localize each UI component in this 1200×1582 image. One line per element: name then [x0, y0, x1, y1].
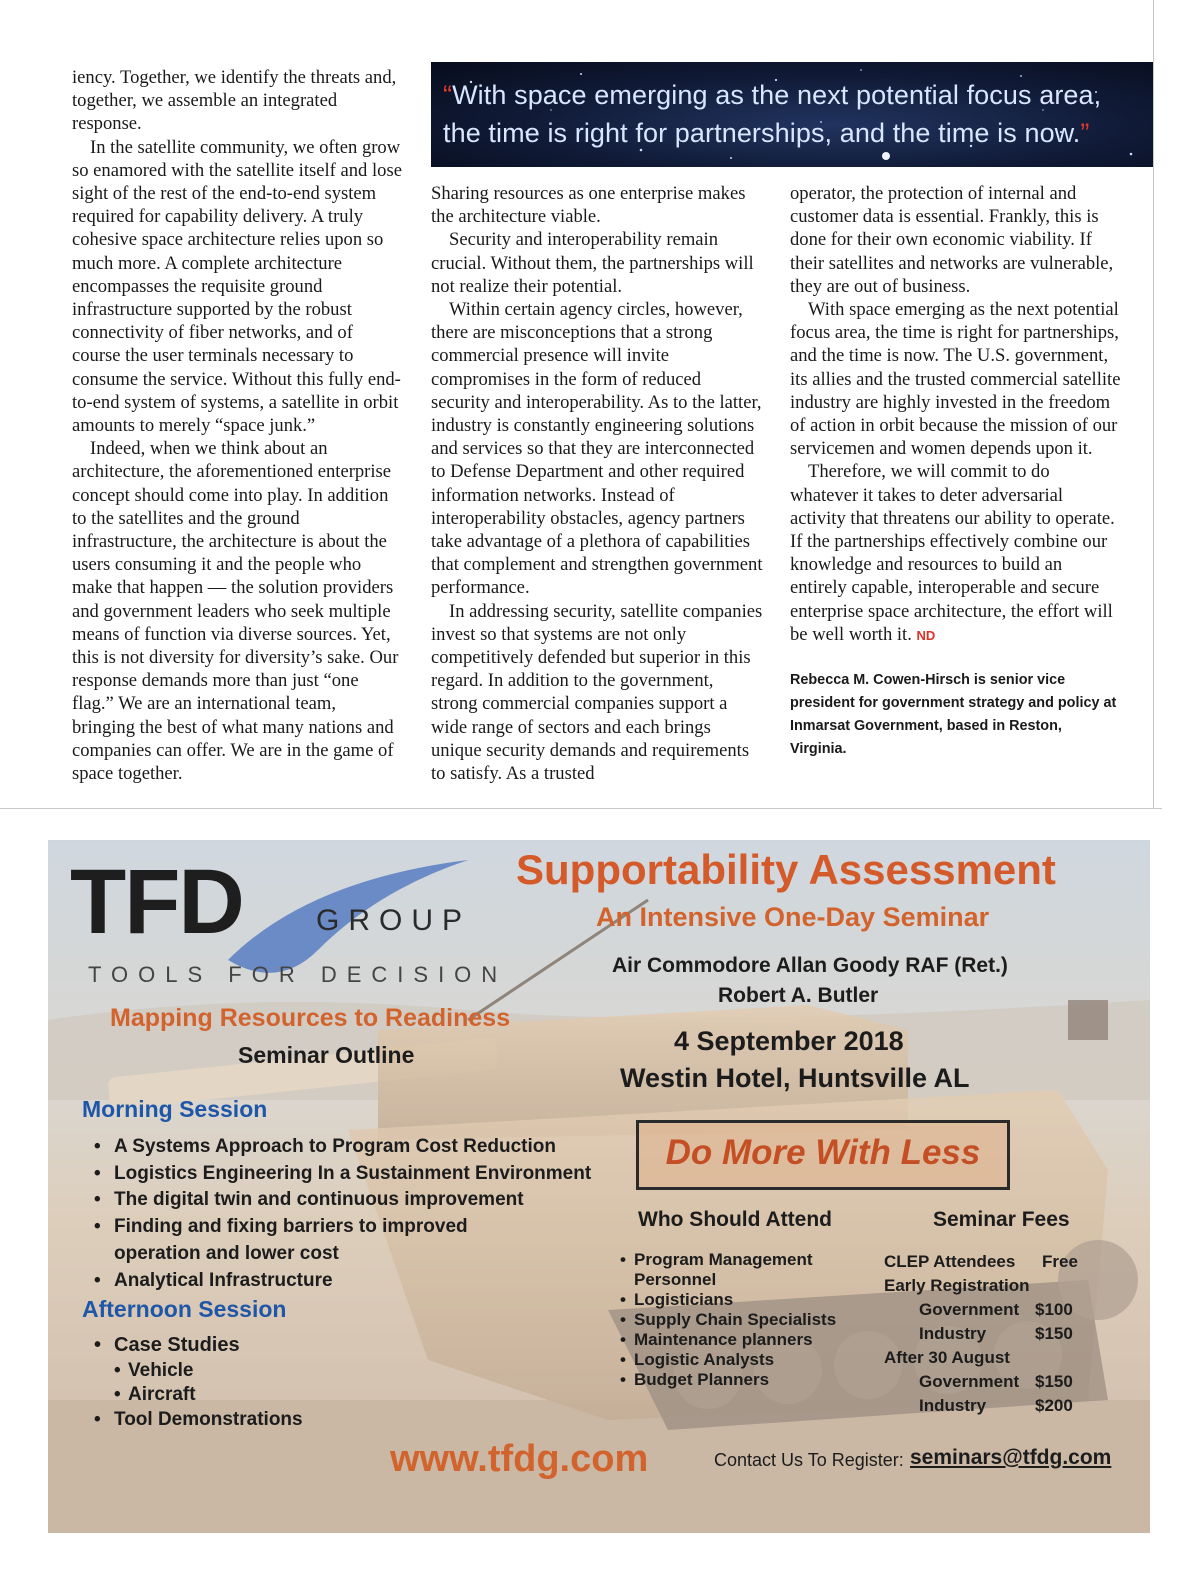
list-item: • Maintenance planners — [614, 1330, 864, 1350]
seminar-title: Supportability Assessment — [516, 846, 1056, 893]
pull-quote-text: With space emerging as the next potential focus area, the time is right for partnerships, and the time is now. — [443, 80, 1102, 148]
fee-after-label: After 30 August — [884, 1348, 1010, 1367]
fee-early-gov-label: Government — [919, 1300, 1020, 1319]
ad-slogan-mapping: Mapping Resources to Readiness — [110, 1004, 511, 1032]
paragraph — [790, 460, 1122, 647]
list-item: • Logistic Analysts — [614, 1350, 864, 1370]
list-item: • Finding and fixing barriers to improved operation and lower cost — [88, 1214, 554, 1267]
email-link[interactable]: seminars@tfdg.com — [910, 1446, 1112, 1469]
attendee-list — [614, 1250, 864, 1390]
do-more-text: Do More With Less — [665, 1133, 981, 1172]
pull-quote-banner — [431, 62, 1153, 167]
fee-after-ind-label: Industry — [919, 1396, 987, 1415]
fee-early-gov-value: $100 — [1035, 1300, 1073, 1319]
paragraph: In addressing security, satellite companies invest so that systems are not only competitively defended but superior in this regard. In addition to the government, strong commercial companies support a wide range of sectors and each brings unique security demands and requirements to satisfy. As a trusted — [431, 600, 763, 785]
speaker-2: Robert A. Butler — [718, 984, 879, 1007]
paragraph: Sharing resources as one enterprise makes the architecture viable. — [431, 183, 746, 228]
seminar-outline-heading: Seminar Outline — [238, 1042, 415, 1068]
list-item: • Aircraft — [108, 1383, 408, 1407]
tfd-logo: TFD — [70, 851, 243, 953]
seminar-venue: Westin Hotel, Huntsville AL — [620, 1063, 970, 1093]
tool-demo-list — [88, 1407, 488, 1434]
list-item: • Supply Chain Specialists — [614, 1310, 864, 1330]
morning-session-heading: Morning Session — [82, 1096, 268, 1122]
article-column-2 — [431, 182, 763, 785]
paragraph: operator, the protection of internal and customer data is essential. Frankly, this is done for their own economic viability. If their satellites and networks are vulnerable, they are out of business. — [790, 183, 1114, 297]
list-item: • Program Management Personnel — [614, 1250, 864, 1290]
paragraph: Security and interoperability remain crucial. Without them, the partnerships will not realize their potential. — [431, 229, 754, 297]
list-item: • Case Studies — [88, 1332, 488, 1359]
website-link[interactable]: www.tfdg.com — [390, 1438, 649, 1480]
author-bio: Rebecca M. Cowen-Hirsch is senior vice president for government strategy and policy at Inmarsat Government, based in Reston, Virginia. — [790, 672, 1117, 758]
afternoon-session-list — [88, 1332, 488, 1359]
speaker-1: Air Commodore Allan Goody RAF (Ret.) — [612, 954, 1008, 977]
tfd-advertisement — [48, 840, 1150, 1533]
paragraph: In the satellite community, we often grow so enamored with the satellite itself and lose sight of the rest of the end-to-end system required for capability delivery. A truly cohesive space architecture relies upon so much more. A complete architecture encompasses the requisite ground infrastructure supported by the robust connectivity of fiber networks, and of course the user terminals necessary to consume the service. Without this fully end-to-end system of systems, a satellite in orbit amounts to merely “space junk.” — [72, 136, 402, 437]
fee-early-ind-label: Industry — [919, 1324, 987, 1343]
section-divider — [0, 808, 1162, 809]
list-item: • Logistics Engineering In a Sustainment Environment — [88, 1161, 608, 1188]
column-rule — [1153, 0, 1154, 808]
contact-label: Contact Us To Register: — [714, 1450, 904, 1470]
do-more-banner — [636, 1120, 1010, 1190]
afternoon-session-heading: Afternoon Session — [82, 1296, 287, 1322]
end-mark: ND — [916, 627, 936, 643]
fee-early-label: Early Registration — [884, 1276, 1030, 1295]
fee-early-ind-value: $150 — [1035, 1324, 1073, 1343]
paragraph: Indeed, when we think about an architecture, the aforementioned enterprise concept should come into play. In addition to the satellites and the ground infrastructure, the architecture is about the users consuming it and the people who make that happen — the solution providers and government leaders who seek multiple means of function via diverse sources. Yet, this is not diversity for diversity’s sake. Our response demands more than just “one flag.” We are an international team, bringing the best of what many nations and companies can offer. We are in the game of space together. — [72, 438, 399, 785]
fee-clep-label: CLEP Attendees — [884, 1252, 1016, 1271]
article-column-1 — [72, 66, 402, 785]
list-item: • A Systems Approach to Program Cost Reduction — [88, 1134, 608, 1161]
fee-after-ind-value: $200 — [1035, 1396, 1073, 1415]
list-item: • Budget Planners — [614, 1370, 864, 1390]
logo-tagline: TOOLS FOR DECISION — [88, 962, 508, 987]
fee-after-gov-label: Government — [919, 1372, 1020, 1391]
who-should-attend-heading: Who Should Attend — [638, 1208, 833, 1231]
list-item: • Analytical Infrastructure — [88, 1268, 608, 1295]
paragraph: Within certain agency circles, however, there are misconceptions that a strong commercial presence will invite compromises in the form of reduced security and interoperability. As to the latter, industry is constantly engineering solutions and services so that they are interconnected to Defense Department and other required information networks. Instead of interoperability obstacles, agency partners take advantage of a plethora of capabilities that complement and strengthen government performance. — [431, 299, 763, 599]
logo-group-text: GROUP — [316, 904, 472, 937]
morning-session-list — [88, 1134, 608, 1294]
paragraph: iency. Together, we identify the threats and, together, we assemble an integrated response. — [72, 67, 397, 135]
fee-clep-value: Free — [1042, 1252, 1078, 1271]
paragraph: With space emerging as the next potential focus area, the time is right for partnerships, and the time is now. The U.S. government, its allies and the trusted commercial satellite industry are highly invested in the freedom of action in orbit because the mission of our servicemen and women depends upon it. — [790, 299, 1121, 460]
article-column-3 — [790, 182, 1122, 761]
list-item: • The digital twin and continuous improvement — [88, 1187, 608, 1214]
pull-quote — [443, 76, 1143, 152]
fee-after-gov-value: $150 — [1035, 1372, 1073, 1391]
case-studies-list — [108, 1359, 408, 1407]
open-quote-mark: “ — [443, 80, 453, 110]
seminar-subtitle: An Intensive One-Day Seminar — [596, 902, 990, 932]
list-item: • Logisticians — [614, 1290, 864, 1310]
paragraph-text: Therefore, we will commit to do whatever it takes to deter adversarial activity that threatens our ability to operate. If the partnerships effectively combine our knowledge and resources to build an entirely capable, interoperable and secure enterprise space architecture, the effort will be well worth it. — [790, 461, 1115, 645]
seminar-fees-heading: Seminar Fees — [933, 1208, 1070, 1231]
list-item: • Tool Demonstrations — [88, 1407, 488, 1434]
seminar-date: 4 September 2018 — [674, 1026, 904, 1056]
close-quote-mark: ” — [1080, 118, 1090, 148]
list-item: • Vehicle — [108, 1359, 408, 1383]
